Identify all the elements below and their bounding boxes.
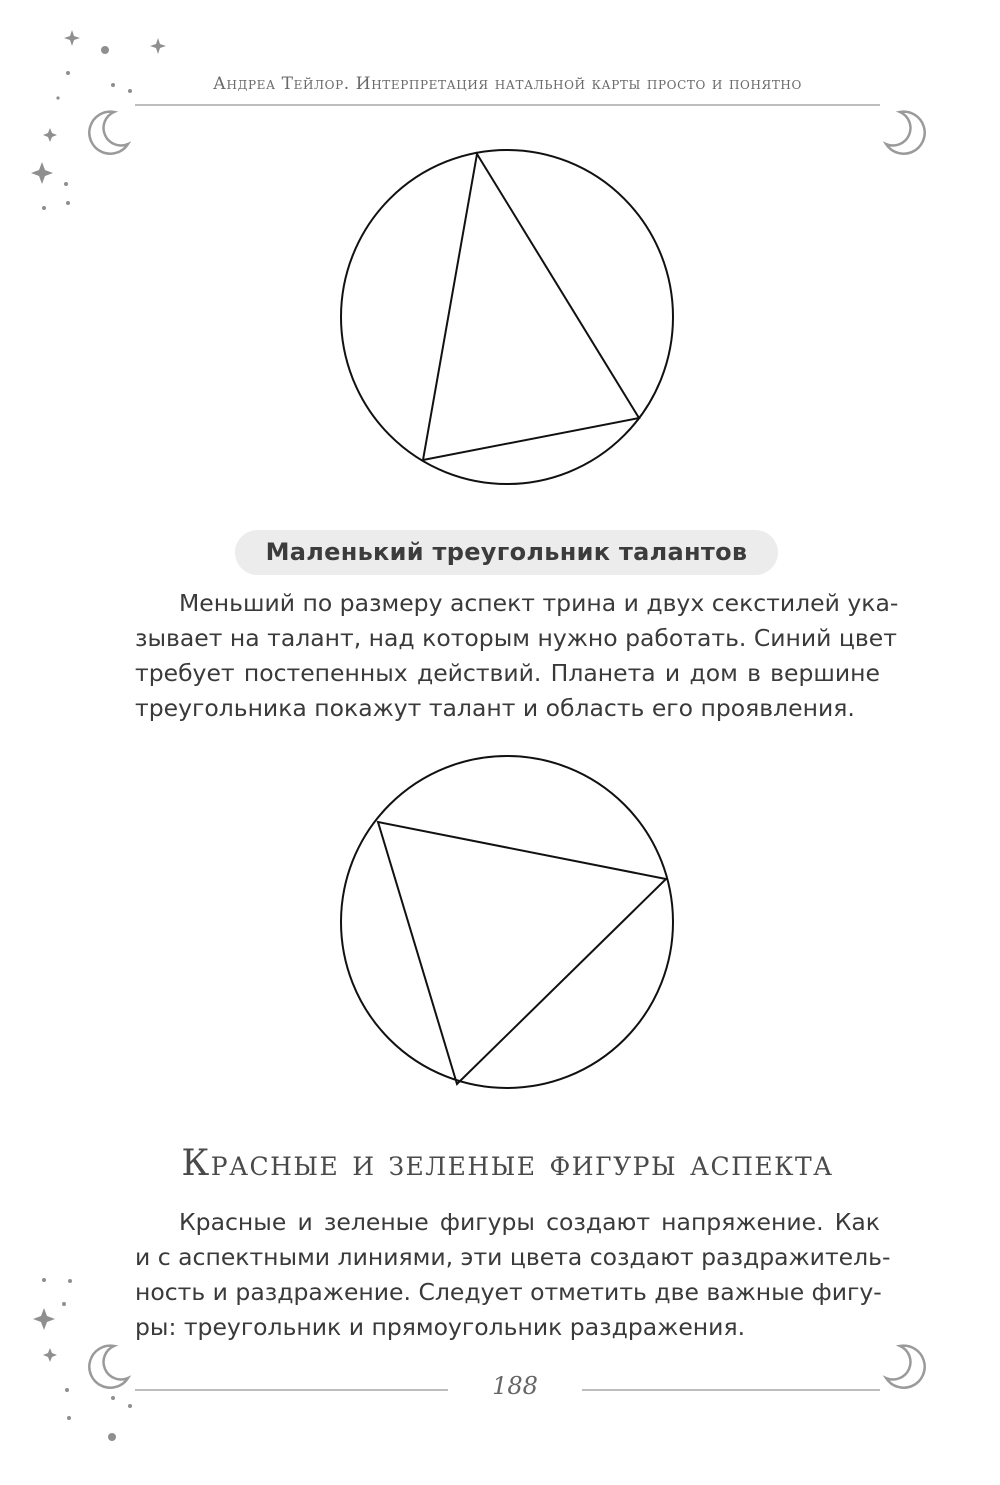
crescent-moon-icon: [880, 1342, 930, 1392]
footer-rule-left: [135, 1389, 448, 1391]
star-icon: [31, 162, 53, 184]
dot-icon: [42, 1278, 46, 1282]
dot-icon: [56, 96, 59, 99]
star-icon: [33, 1308, 55, 1330]
dot-icon: [67, 1416, 71, 1420]
running-header: Андреа Тейлор. Интерпретация натальной карты просто и понятно: [213, 74, 802, 94]
subsection-title: Маленький треугольник талантов: [235, 530, 778, 575]
subsection-paragraph: [135, 586, 899, 726]
dot-icon: [128, 89, 132, 93]
paragraph-line: Меньший по размеру аспект трина и двух секстилей ука-: [179, 589, 899, 617]
dot-icon: [62, 1302, 66, 1306]
dot-icon: [65, 1388, 69, 1392]
crescent-moon-icon: [84, 1342, 134, 1392]
aspect-triangle: [378, 822, 666, 1084]
dot-icon: [111, 83, 115, 87]
dot-icon: [108, 1433, 116, 1441]
paragraph-line: требует постепенных действий. Планета и дом в вершине: [135, 659, 880, 687]
paragraph-line: ность и раздражение. Следует отметить две важные фигу-: [135, 1278, 882, 1306]
dot-icon: [66, 201, 70, 205]
figure-triangle-in-circle-1: [330, 145, 690, 495]
star-icon: [43, 128, 57, 142]
dot-icon: [101, 46, 109, 54]
crescent-moon-icon: [880, 108, 930, 158]
star-icon: [64, 30, 80, 46]
page-number: 188: [492, 1372, 538, 1400]
section-title: Красные и зеленые фигуры аспекта: [181, 1143, 834, 1184]
crescent-moon-icon: [84, 108, 134, 158]
paragraph-line: треугольника покажут талант и область его проявления.: [135, 694, 855, 722]
dot-icon: [111, 1396, 115, 1400]
aspect-circle: [341, 150, 673, 484]
paragraph-line: и с аспектными линиями, эти цвета создают раздражитель-: [135, 1243, 891, 1271]
section-paragraph: [135, 1205, 891, 1345]
star-icon: [43, 1348, 57, 1362]
dot-icon: [64, 182, 68, 186]
paragraph-line: Красные и зеленые фигуры создают напряжение. Как: [179, 1208, 880, 1236]
paragraph-line: ры: треугольник и прямоугольник раздражения.: [135, 1313, 746, 1341]
star-icon: [150, 38, 166, 54]
dot-icon: [68, 1279, 72, 1283]
footer-rule-right: [582, 1389, 880, 1391]
dot-icon: [42, 206, 46, 210]
dot-icon: [66, 71, 70, 75]
figure-triangle-in-circle-2: [330, 748, 690, 1098]
aspect-triangle: [423, 154, 639, 460]
header-rule: [135, 104, 880, 106]
dot-icon: [128, 1404, 132, 1408]
paragraph-line: зывает на талант, над которым нужно работать. Синий цвет: [135, 624, 897, 652]
